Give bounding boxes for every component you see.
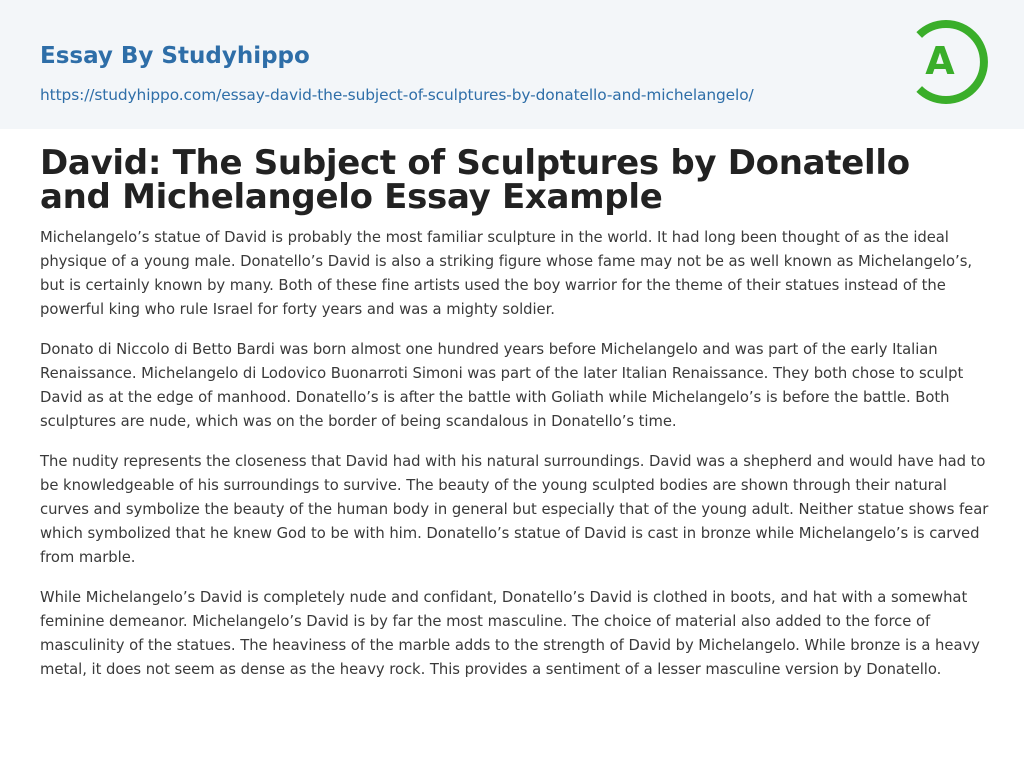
site-title[interactable]: Essay By Studyhippo xyxy=(40,43,310,69)
essay-title: David: The Subject of Sculptures by Donatello and Michelangelo Essay Example xyxy=(40,143,910,217)
essay-paragraph: Donato di Niccolo di Betto Bardi was born almost one hundred years before Michelangelo and was part of the early Italian Renaissance. Michelangelo di Lodovico Buonarroti Simoni was part of the later Italian Renaissance. They both chose to sculpt David as at the edge of manhood. Donatello’s is after the battle with Goliath while Michelangelo’s is before the battle. Both sculptures are nude, which was on the border of being scandalous in Donatello’s time. xyxy=(40,341,964,430)
essay-paragraph: Michelangelo’s statue of David is probably the most familiar sculpture in the world. It had long been thought of as the ideal physique of a young male. Donatello’s David is also a striking figure whose fame may not be as well known as Michelangelo’s, but is certainly known by many. Both of these fine artists used the boy warrior for the theme of their statues instead of the powerful king who rule Israel for forty years and was a mighty soldier. xyxy=(40,229,973,318)
essay-paragraph: The nudity represents the closeness that David had with his natural surroundings. David was a shepherd and would have had to be knowledgeable of his surroundings to survive. The beauty of the young sculpted bodies are shown through their natural curves and symbolize the beauty of the human body in general but especially that of the young adult. Neither statue shows fear which symbolized that he knew God to be with him. Donatello’s statue of David is cast in bronze while Michelangelo’s is carved from marble. xyxy=(40,453,989,566)
logo-ring-icon xyxy=(912,18,988,106)
logo-letter: A xyxy=(925,39,955,83)
site-header xyxy=(0,0,1024,129)
studyhippo-logo[interactable] xyxy=(912,18,988,106)
essay-content xyxy=(40,143,990,682)
essay-paragraph: While Michelangelo’s David is completely nude and confidant, Donatello’s David is clothed in boots, and hat with a somewhat feminine demeanor. Michelangelo’s David is by far the most masculine. The choice of material also added to the force of masculinity of the statues. The heaviness of the marble adds to the strength of David by Michelangelo. While bronze is a heavy metal, it does not seem as dense as the heavy rock. This provides a sentiment of a lesser masculine version by Donatello. xyxy=(40,589,980,678)
page-url-link[interactable]: https://studyhippo.com/essay-david-the-subject-of-sculptures-by-donatello-and-michelangelo/ xyxy=(40,86,754,104)
